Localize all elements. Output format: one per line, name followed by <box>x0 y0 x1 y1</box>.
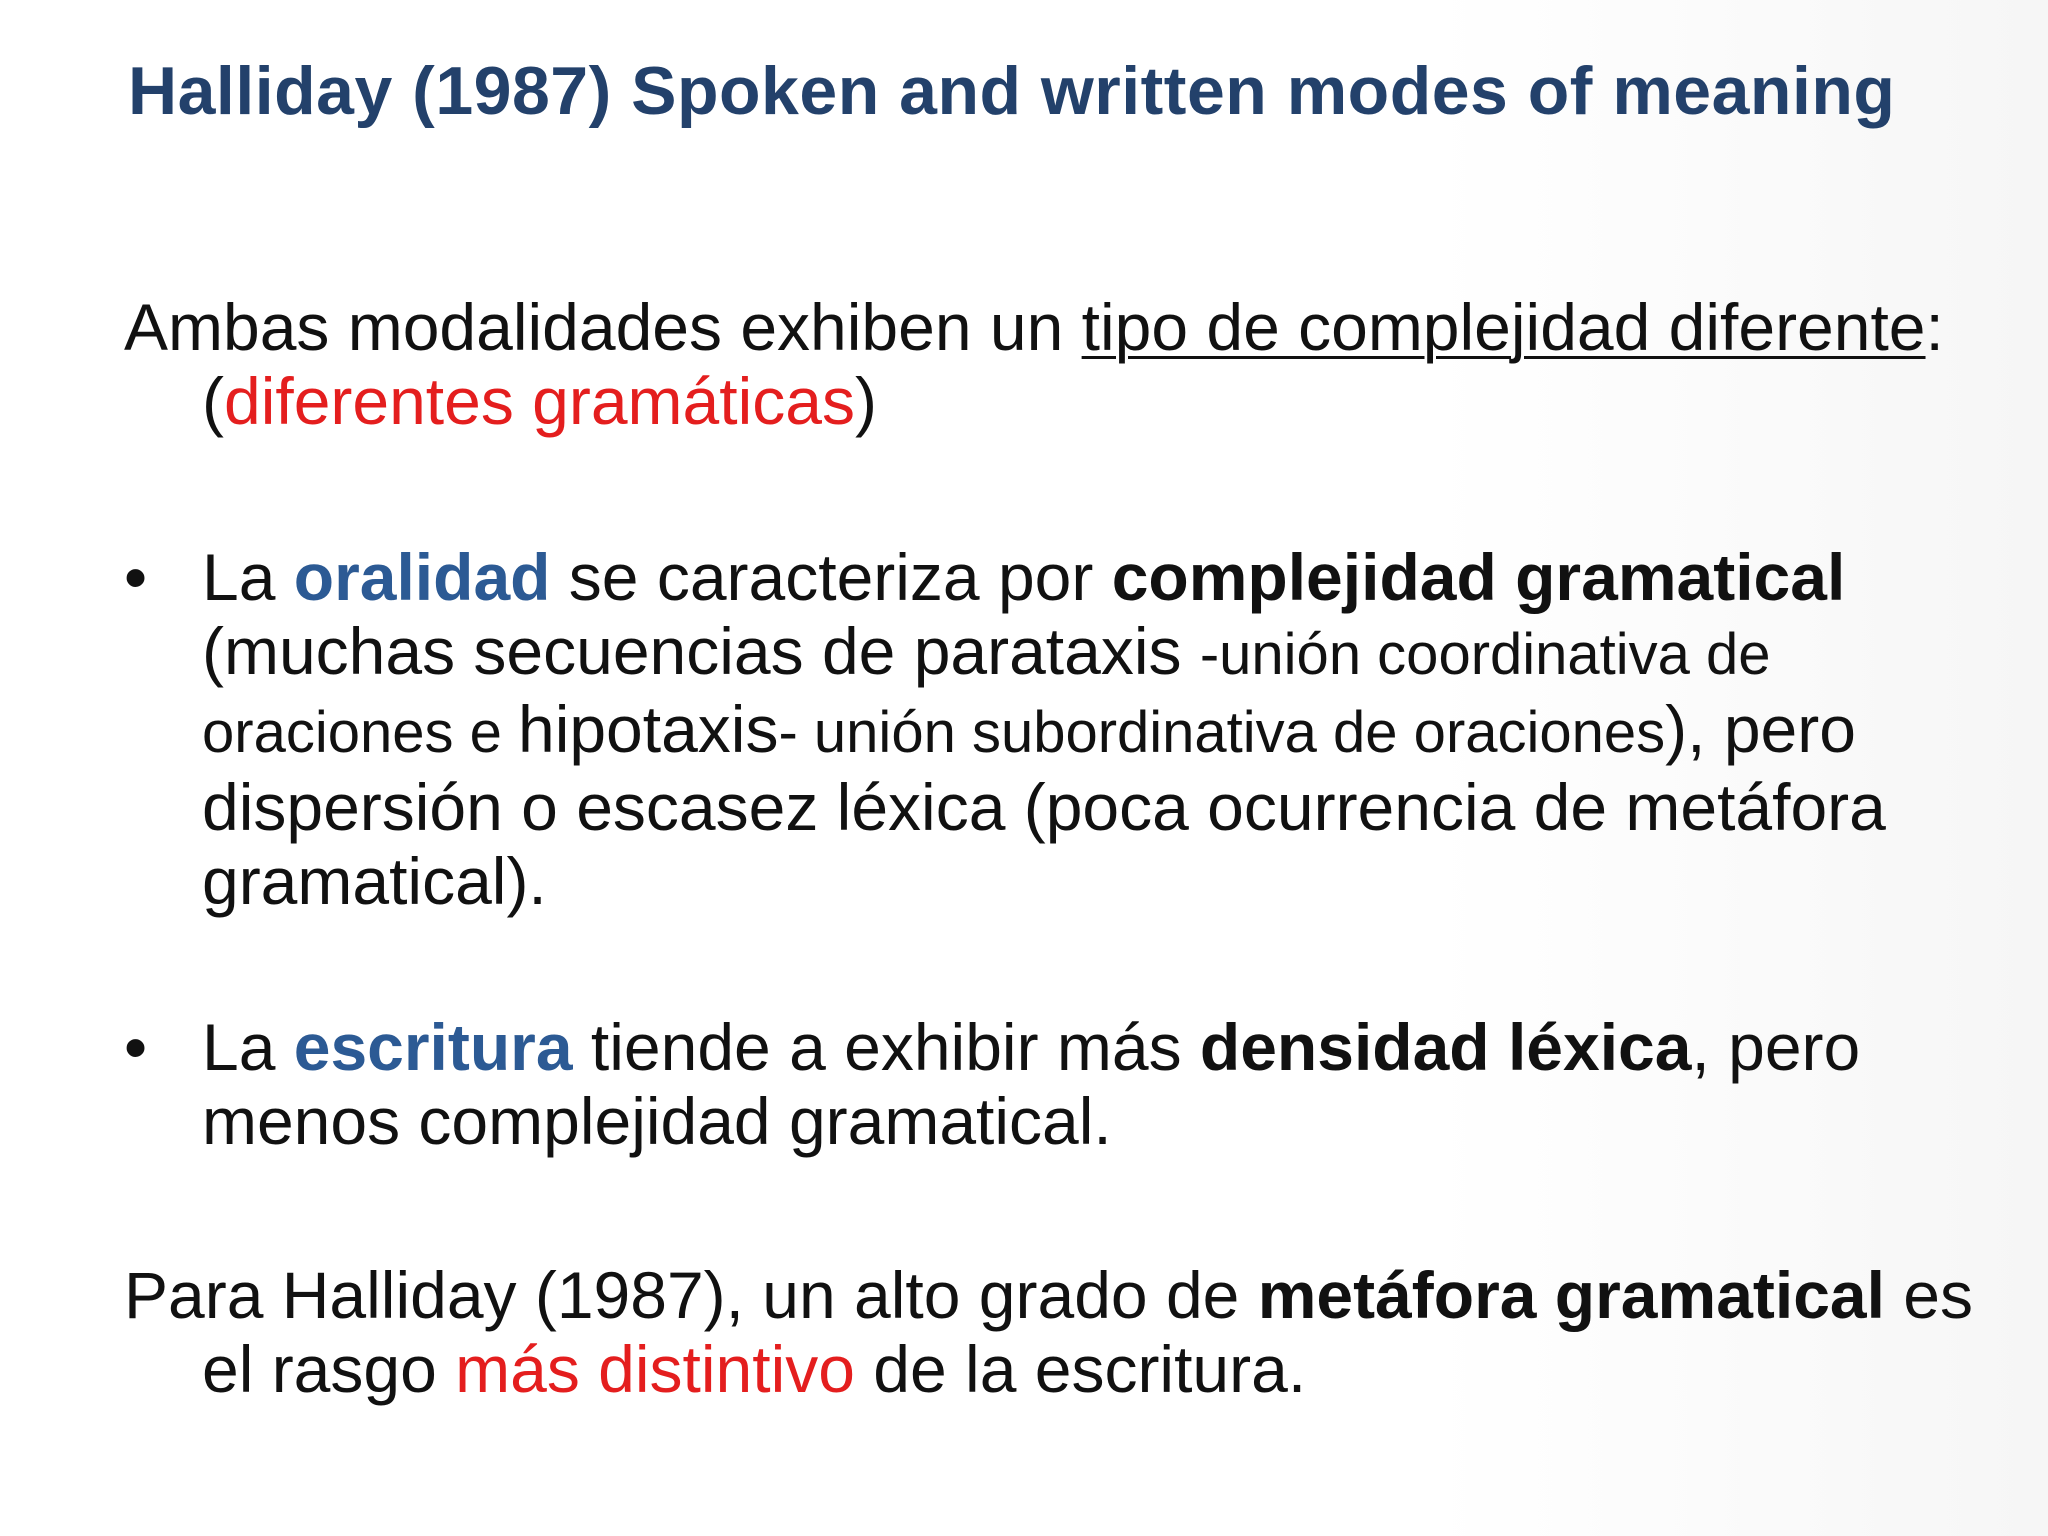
bullet-dot-icon: • <box>124 540 148 614</box>
bullet1-text5: - unión subordinativa de oraciones <box>778 700 1666 765</box>
bullet2-text1: tiende a exhibir más <box>572 1010 1200 1084</box>
closing-bold: metáfora gramatical <box>1257 1258 1885 1332</box>
closing-mid: es el rasgo <box>202 1258 1974 1406</box>
closing-paragraph <box>124 1258 1982 1406</box>
oralidad-term: oralidad <box>293 540 551 614</box>
bullet2-text2: , pero menos complejidad gramatical. <box>202 1010 1861 1158</box>
bullet-oralidad <box>124 540 1982 918</box>
bullet-dot-icon: • <box>124 1010 148 1084</box>
bullet2-la: La <box>202 1010 294 1084</box>
closing-end: de la escritura. <box>854 1332 1307 1406</box>
closing-intro: Para Halliday (1987), un alto grado de <box>124 1258 1258 1332</box>
red-phrase: diferentes gramáticas <box>223 364 855 438</box>
underlined-phrase: tipo de complejidad diferente <box>1081 290 1926 364</box>
bullet-escritura <box>124 1010 1982 1158</box>
bullet1-text1: se caracteriza por <box>550 540 1112 614</box>
closing-red: más distintivo <box>455 1332 855 1406</box>
bullet1-text4: hipotaxis <box>517 692 779 766</box>
intro-text: Ambas modalidades exhiben un <box>124 290 1082 364</box>
bullet1-bold: complejidad gramatical <box>1111 540 1846 614</box>
colon-paren: : ( <box>202 290 1944 438</box>
bullet1-la: La <box>202 540 294 614</box>
intro-paragraph <box>124 290 1982 438</box>
slide-title: Halliday (1987) Spoken and written modes of meaning <box>128 53 1896 129</box>
bullet1-text2: (muchas secuencias de parataxis <box>202 614 1200 688</box>
bullet1-text3: -unión coordinativa de oraciones e <box>202 622 1771 765</box>
bullet1-text6: ), pero dispersión o escasez léxica (poca ocurrencia de metáfora gramatical). <box>202 692 1886 918</box>
escritura-term: escritura <box>293 1010 573 1084</box>
bullet2-bold: densidad léxica <box>1199 1010 1692 1084</box>
close-paren: ) <box>854 364 877 438</box>
